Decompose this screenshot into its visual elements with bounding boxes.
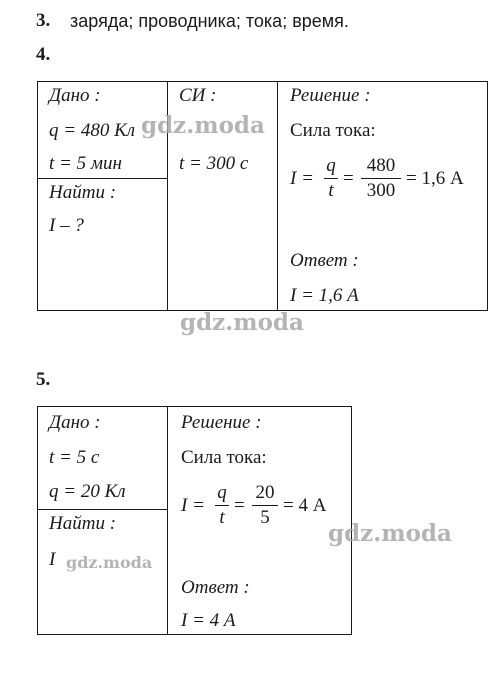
- p4-si-header: СИ :: [179, 85, 217, 106]
- p4-given-q: q = 480 Кл: [49, 120, 135, 141]
- p5-formula-eq: =: [234, 495, 245, 516]
- p5-given-q: q = 20 Кл: [49, 481, 126, 502]
- p5-given-t: t = 5 с: [49, 447, 100, 468]
- problem4-number: 4.: [36, 44, 51, 65]
- p5-formula-result: = 4 А: [283, 495, 327, 516]
- watermark-1: gdz.moda: [141, 112, 265, 139]
- p5-answer-header: Ответ :: [181, 577, 250, 598]
- watermark-3: gdz.moda: [328, 520, 452, 547]
- p4-formula-result: = 1,6 А: [406, 168, 464, 189]
- p4-answer-value: I = 1,6 А: [290, 285, 359, 306]
- p4-solution-label: Сила тока:: [290, 120, 376, 141]
- p4-formula-frac1: q t: [324, 155, 338, 202]
- p4-given-header: Дано :: [49, 85, 101, 106]
- p4-find-header: Найти :: [49, 182, 117, 203]
- p4-solution-header: Решение :: [290, 85, 371, 106]
- p4-formula-frac2: 480 300: [361, 155, 401, 202]
- p5-given-header: Дано :: [49, 412, 101, 433]
- watermark-4: gdz.moda: [66, 553, 153, 572]
- p5-formula-frac2: 20 5: [252, 482, 278, 529]
- p4-formula-eq: =: [343, 168, 354, 189]
- problem5-number: 5.: [36, 369, 51, 390]
- p4-find-expr: I – ?: [49, 215, 84, 236]
- p4-formula-lhs: I =: [290, 168, 314, 189]
- p5-formula-lhs: I =: [181, 495, 205, 516]
- p5-answer-value: I = 4 А: [181, 610, 236, 631]
- item3-text: заряда; проводника; тока; время.: [70, 11, 349, 31]
- p4-answer-header: Ответ :: [290, 250, 359, 271]
- p5-solution-label: Сила тока:: [181, 447, 267, 468]
- p5-formula-frac1: q t: [215, 482, 229, 529]
- p5-find-header: Найти :: [49, 513, 117, 534]
- p5-find-expr: I: [49, 549, 56, 570]
- item3-number: 3.: [36, 10, 51, 31]
- p4-si-t: t = 300 с: [179, 153, 249, 174]
- p4-given-t: t = 5 мин: [49, 153, 122, 174]
- p5-solution-header: Решение :: [181, 412, 262, 433]
- watermark-2: gdz.moda: [180, 309, 304, 336]
